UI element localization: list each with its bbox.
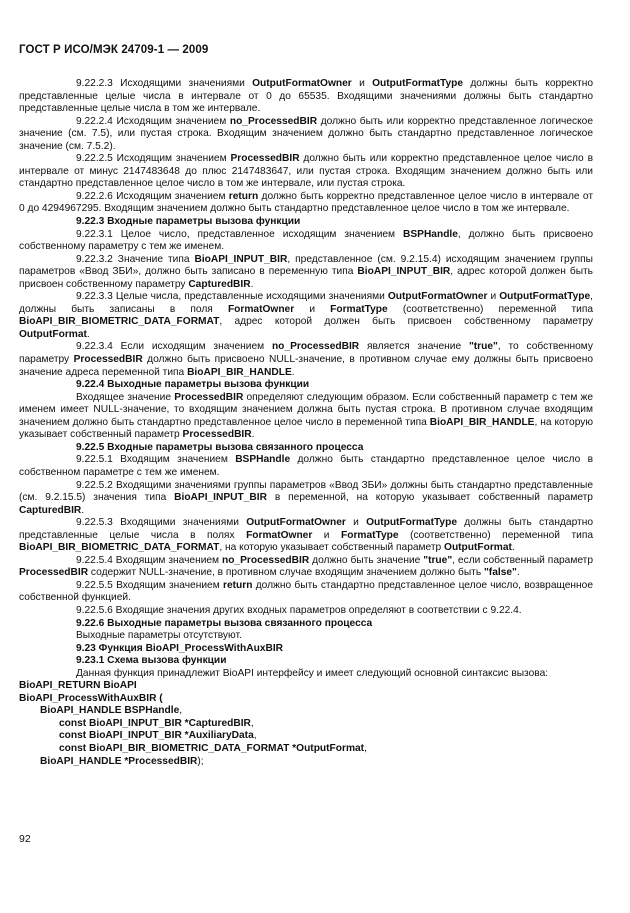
paragraph: 9.22.3.2 Значение типа BioAPI_INPUT_BIR, представленное (см. 9.2.15.4) исходящим значением группы параметров «Ввод ЗБИ», должно быть записано в переменную типа BioAPI_INPUT_BIR, адрес которой должен быть присвоен собственному параметру CapturedBIR. bbox=[19, 253, 593, 290]
code-line: const BioAPI_INPUT_BIR *AuxiliaryData, bbox=[59, 730, 257, 742]
paragraph: 9.22.2.5 Исходящим значением ProcessedBIR должно быть или корректно представленное целое число в интервале от минус 2147483648 до плюс 2147483647, или пустая строка. Входящим значением должно быть или стандартно представленное целое число в том же интервале, или пустая строка. bbox=[19, 153, 593, 190]
paragraph: 9.22.2.4 Исходящим значением no_ProcessedBIR должно быть или корректно представленное логическое значение (см. 7.5), или пустая строка. Входящим значением должно быть стандартно представленное логическое значение (см. 7.5.2). bbox=[19, 115, 593, 152]
code-line: const BioAPI_BIR_BIOMETRIC_DATA_FORMAT *OutputFormat, bbox=[59, 742, 367, 754]
code-line: BioAPI_RETURN BioAPI bbox=[19, 680, 137, 692]
paragraph: Данная функция принадлежит BioAPI интерфейсу и имеет следующий основной синтаксис вызова: bbox=[76, 667, 549, 679]
paragraph: 9.22.2.3 Исходящими значениями OutputFormatOwner и OutputFormatType должны быть корректно представленные целые числа в интервале от 0 до 65535. Входящими значениями должны быть стандартно представленные целые числа в том же интервале. bbox=[19, 78, 594, 115]
code-line: const BioAPI_INPUT_BIR *CapturedBIR, bbox=[59, 717, 254, 729]
paragraph: Выходные параметры отсутствуют. bbox=[76, 630, 242, 642]
paragraph: 9.22.3.1 Целое число, представленное исходящим значением BSPHandle, должно быть присвоено собственному параметру с тем же именем. bbox=[19, 228, 593, 253]
section-heading: 9.22.5 Входные параметры вызова связанного процесса bbox=[76, 441, 364, 453]
paragraph: Входящее значение ProcessedBIR определяют следующим образом. Если собственный параметр с тем же именем имеет NULL-значение, то входящим значением должна быть пустая строка. В противном случае входящим значением должно быть стандартно представленное целое число в переменной типа BioAPI_BIR_HANDLE, на которую указывает собственный параметр ProcessedBIR. bbox=[19, 391, 593, 441]
code-line: BioAPI_HANDLE *ProcessedBIR); bbox=[40, 755, 204, 767]
paragraph: 9.22.2.6 Исходящим значением return должно быть корректно представленное целое число в интервале от 0 до 4294967295. Входящим значением должно быть стандартно представленное целое число в том же интервале. bbox=[19, 190, 593, 215]
paragraph: 9.22.5.3 Входящими значениями OutputFormatOwner и OutputFormatType должны быть стандартно представленные целые числа в полях FormatOwner и FormatType (соответственно) переменной типа BioAPI_BIR_BIOMETRIC_DATA_FORMAT, на которую указывает собственный параметр OutputFormat. bbox=[19, 517, 594, 554]
code-line: BioAPI_ProcessWithAuxBIR ( bbox=[19, 692, 163, 704]
paragraph: 9.22.5.1 Входящим значением BSPHandle должно быть стандартно представленное целое число в собственном параметре с тем же именем. bbox=[19, 454, 593, 478]
paragraph: 9.22.3.3 Целые числа, представленные исходящими значениями OutputFormatOwner и OutputFormatType, должны быть записаны в поля FormatOwner и FormatType (соответственно) переменной типа BioAPI_BIR_BIOMETRIC_DATA_FORMAT, адрес которой должен быть присвоен собственному параметру OutputFormat. bbox=[19, 291, 593, 340]
section-heading: 9.22.6 Выходные параметры вызова связанного процесса bbox=[76, 617, 373, 629]
section-heading: 9.22.4 Выходные параметры вызова функции bbox=[76, 379, 310, 391]
paragraph: 9.22.5.5 Входящим значением return должно быть стандартно представленное целое число, возвращенное собственной функцией. bbox=[19, 579, 593, 604]
document-body bbox=[19, 78, 593, 768]
document-header: ГОСТ Р ИСО/МЭК 24709-1 — 2009 bbox=[19, 44, 209, 56]
paragraph: 9.22.5.6 Входящие значения других входных параметров определяют в соответствии с 9.22.4. bbox=[76, 604, 522, 616]
code-line: BioAPI_HANDLE BSPHandle, bbox=[40, 705, 183, 717]
page-number: 92 bbox=[19, 833, 31, 845]
section-heading: 9.23 Функция BioAPI_ProcessWithAuxBIR bbox=[76, 642, 284, 654]
section-heading: 9.22.3 Входные параметры вызова функции bbox=[76, 216, 301, 228]
section-heading: 9.23.1 Схема вызова функции bbox=[76, 655, 227, 667]
paragraph: 9.22.3.4 Если исходящим значением no_ProcessedBIR является значение "true", то собственному параметру ProcessedBIR должно быть присвоено NULL-значение, в противном случае ему должны быть присвоено значение адреса переменной типа BioAPI_BIR_HANDLE. bbox=[19, 341, 593, 378]
paragraph: 9.22.5.4 Входящим значением no_ProcessedBIR должно быть значение "true", если собственный параметр ProcessedBIR содержит NULL-значение, в противном случае входящим значением должно быть "false". bbox=[19, 554, 593, 579]
paragraph: 9.22.5.2 Входящими значениями группы параметров «Ввод ЗБИ» должны быть стандартно представленные (см. 9.2.15.5) значения типа BioAPI_INPUT_BIR в переменной, на которую указывает собственный параметр CapturedBIR. bbox=[19, 479, 593, 516]
